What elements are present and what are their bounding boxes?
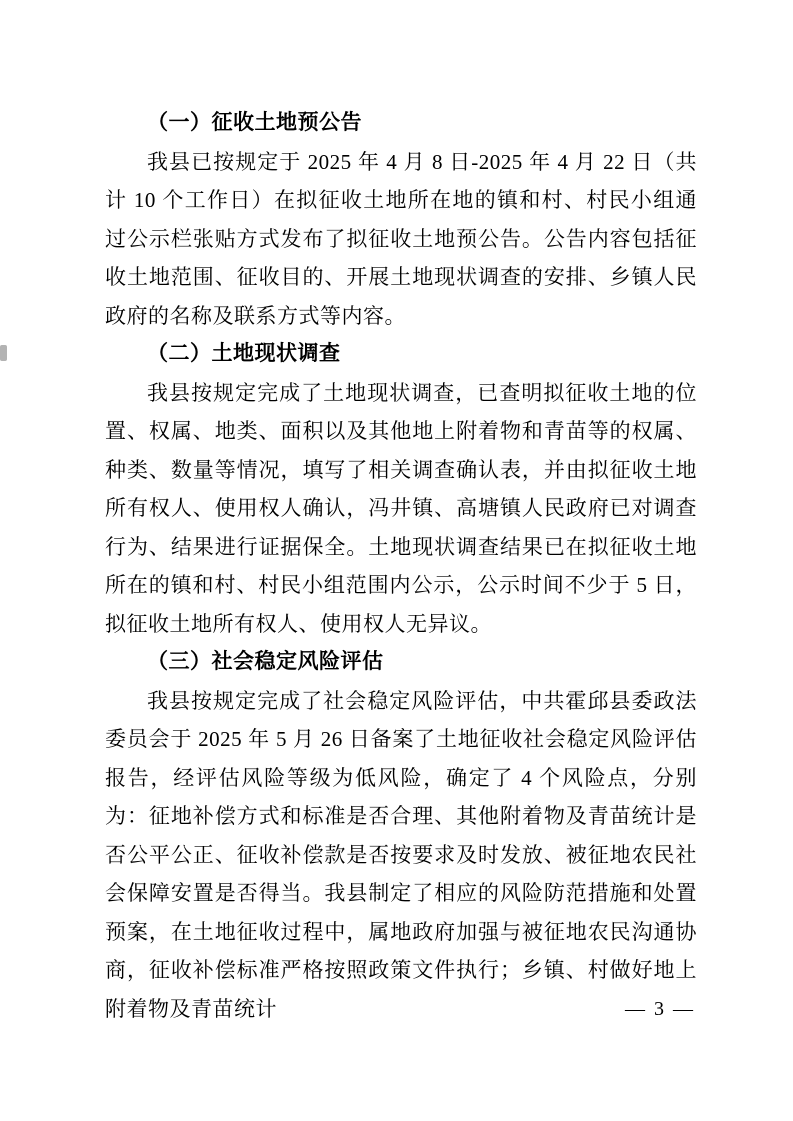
- section-3-heading: （三）社会稳定风险评估: [147, 650, 384, 673]
- scan-artifact: [0, 345, 7, 361]
- document-body: [105, 104, 697, 1028]
- section-2-paragraph: 我县按规定完成了土地现状调查，已查明拟征收土地的位置、权属、地类、面积以及其他地上附着物和青苗等的权属、种类、数量等情况，填写了相关调查确认表，并由拟征收土地所有权人、使用权人确认，冯井镇、高塘镇人民政府已对调查行为、结果进行证据保全。土地现状调查结果已在拟征收土地所在的镇和村、村民小组范围内公示，公示时间不少于 5 日，拟征收土地所有权人、使用权人无异议。: [105, 380, 697, 636]
- section-1-heading: （一）征收土地预公告: [147, 111, 362, 134]
- page-number: — 3 —: [625, 998, 695, 1020]
- section-1-paragraph: 我县已按规定于 2025 年 4 月 8 日-2025 年 4 月 22 日（共计 10 个工作日）在拟征收土地所在地的镇和村、村民小组通过公示栏张贴方式发布了拟征收土地预公告。公告内容包括征收土地范围、征收目的、开展土地现状调查的安排、乡镇人民政府的名称及联系方式等内容。: [105, 149, 697, 328]
- section-3-paragraph: 我县按规定完成了社会稳定风险评估，中共霍邱县委政法委员会于 2025 年 5 月 26 日备案了土地征收社会稳定风险评估报告，经评估风险等级为低风险，确定了 4 个风险点，分别为：征地补偿方式和标准是否合理、其他附着物及青苗统计是否公平公正、征收补偿款是否按要求及时发放、被征地农民社会保障安置是否得当。我县制定了相应的风险防范措施和处置预案，在土地征收过程中，属地政府加强与被征地农民沟通协商，征收补偿标准严格按照政策文件执行；乡镇、村做好地上附着物及青苗统计: [105, 688, 697, 1021]
- section-2-heading: （二）土地现状调查: [147, 342, 341, 365]
